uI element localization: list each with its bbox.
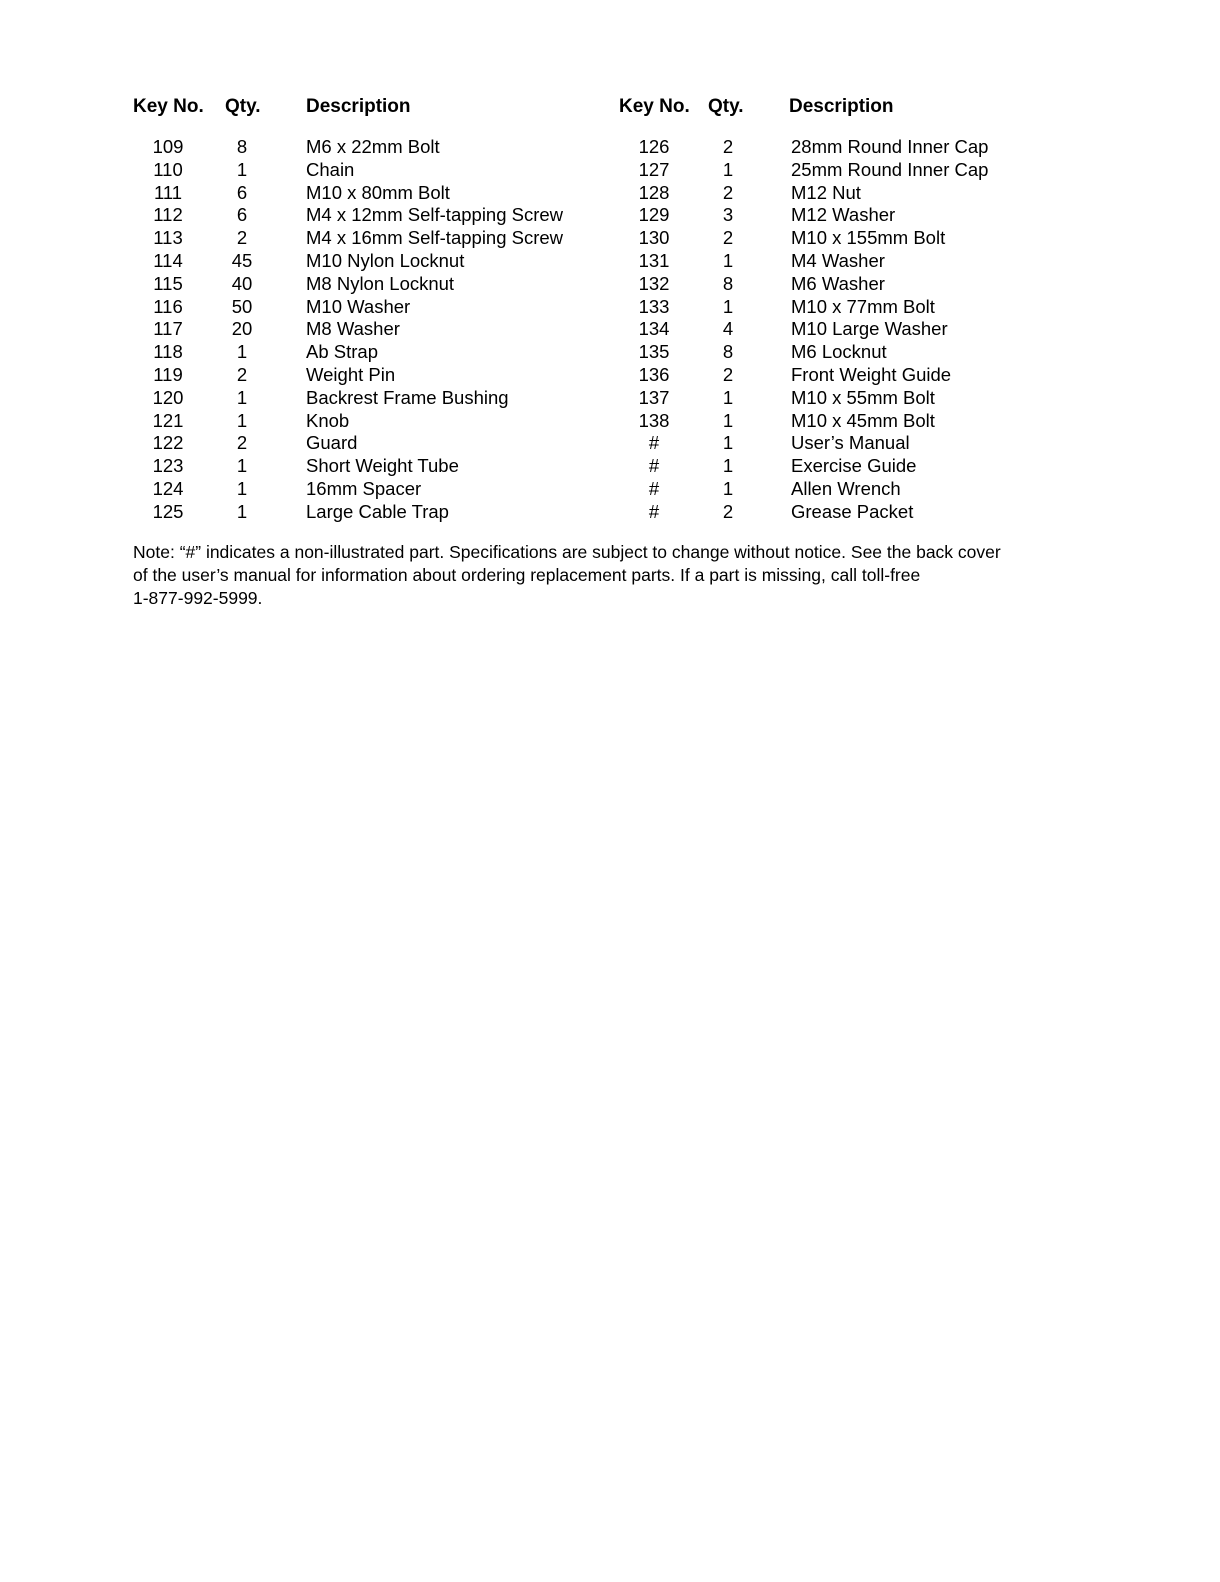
parts-rows-left: [133, 136, 603, 524]
part-description: Ab Strap: [306, 341, 378, 363]
part-qty: 20: [231, 318, 253, 340]
part-qty: 2: [722, 227, 734, 249]
part-qty: 50: [231, 295, 253, 317]
part-key-no: 116: [153, 295, 183, 317]
table-row: [619, 159, 1089, 182]
part-key-no: 109: [152, 136, 184, 157]
part-key-no: 115: [153, 272, 183, 294]
part-key-no: #: [648, 500, 660, 522]
table-row: [133, 364, 603, 387]
part-qty: 6: [236, 181, 248, 203]
part-key-no: 132: [638, 272, 670, 294]
part-description: Weight Pin: [306, 363, 396, 385]
part-key-no: 122: [152, 432, 184, 454]
note-line-3: 1-877-992-5999.: [133, 588, 263, 608]
part-description: 16mm Spacer: [306, 477, 422, 499]
part-description: M8 Nylon Locknut: [306, 272, 455, 294]
header-qty: Qty.: [708, 96, 744, 117]
part-key-no: 138: [638, 409, 670, 431]
part-description: 28mm Round Inner Cap: [791, 136, 989, 157]
part-qty: 1: [236, 409, 248, 431]
part-description: Front Weight Guide: [791, 363, 952, 385]
part-description: Allen Wrench: [791, 477, 901, 499]
part-qty: 6: [236, 204, 248, 226]
table-row: [619, 341, 1089, 364]
parts-table-right: [619, 96, 1089, 524]
part-description: Backrest Frame Bushing: [306, 386, 509, 408]
parts-note: [133, 541, 1093, 610]
part-description: Short Weight Tube: [306, 455, 459, 477]
table-row: [133, 204, 603, 227]
table-row: [133, 250, 603, 273]
part-description: M4 x 12mm Self-tapping Screw: [306, 204, 564, 226]
part-qty: 1: [236, 341, 248, 363]
part-description: User’s Manual: [791, 432, 910, 454]
part-qty: 1: [236, 386, 248, 408]
part-key-no: 120: [152, 386, 184, 408]
part-qty: 2: [236, 432, 248, 454]
table-row: [619, 250, 1089, 273]
table-row: [619, 182, 1089, 205]
table-row: [133, 455, 603, 478]
part-qty: 1: [722, 477, 734, 499]
table-row: [133, 318, 603, 341]
part-description: M10 Large Washer: [791, 318, 948, 340]
table-row: [619, 478, 1089, 501]
part-description: M12 Nut: [791, 181, 861, 203]
part-qty: 2: [722, 363, 734, 385]
part-key-no: 117: [153, 318, 183, 340]
part-qty: 2: [236, 363, 248, 385]
part-description: M10 x 80mm Bolt: [306, 181, 450, 203]
part-description: M6 Locknut: [791, 341, 887, 363]
table-row: [619, 296, 1089, 319]
part-description: M10 x 45mm Bolt: [791, 409, 935, 431]
table-row: [133, 159, 603, 182]
part-description: M6 x 22mm Bolt: [306, 136, 440, 157]
table-row: [619, 227, 1089, 250]
table-row: [133, 296, 603, 319]
part-qty: 1: [722, 249, 734, 271]
part-key-no: 121: [152, 409, 184, 431]
part-description: M10 Washer: [306, 295, 411, 317]
table-row: [133, 182, 603, 205]
part-qty: 2: [236, 227, 248, 249]
part-description: M10 x 155mm Bolt: [791, 227, 946, 249]
table-row: [133, 478, 603, 501]
part-key-no: 133: [638, 295, 670, 317]
part-qty: 2: [722, 136, 734, 157]
part-key-no: 112: [153, 204, 183, 226]
table-row: [133, 432, 603, 455]
part-qty: 1: [236, 158, 248, 180]
parts-table-left: [133, 96, 603, 524]
table-row: [133, 341, 603, 364]
part-key-no: 124: [152, 477, 184, 499]
table-row: [133, 136, 603, 159]
header-qty: Qty.: [225, 96, 261, 117]
header-description: Description: [789, 96, 894, 117]
table-row: [619, 273, 1089, 296]
table-row: [133, 501, 603, 524]
part-key-no: 137: [638, 386, 670, 408]
part-key-no: #: [648, 455, 660, 477]
part-description: M4 Washer: [791, 249, 885, 271]
part-description: M10 x 55mm Bolt: [791, 386, 935, 408]
part-qty: 8: [722, 341, 734, 363]
table-row: [619, 204, 1089, 227]
part-key-no: 134: [638, 318, 670, 340]
part-key-no: 136: [638, 363, 670, 385]
part-key-no: 127: [638, 158, 670, 180]
part-description: Guard: [306, 432, 358, 454]
table-row: [619, 364, 1089, 387]
part-key-no: 110: [153, 158, 183, 180]
part-description: Large Cable Trap: [306, 500, 449, 522]
table-header: [133, 96, 603, 122]
part-key-no: #: [648, 477, 660, 499]
part-key-no: 123: [152, 455, 184, 477]
table-row: [619, 387, 1089, 410]
part-key-no: 113: [153, 227, 183, 249]
part-description: M8 Washer: [306, 318, 400, 340]
part-description: Knob: [306, 409, 350, 431]
table-row: [133, 273, 603, 296]
part-qty: 4: [722, 318, 734, 340]
part-qty: 1: [236, 477, 248, 499]
table-row: [619, 432, 1089, 455]
part-qty: 2: [722, 500, 734, 522]
part-qty: 1: [722, 386, 734, 408]
header-description: Description: [306, 96, 411, 117]
part-key-no: 128: [638, 181, 670, 203]
part-key-no: 111: [153, 181, 183, 203]
part-description: Exercise Guide: [791, 455, 917, 477]
table-row: [619, 410, 1089, 433]
header-key-no: Key No.: [619, 96, 690, 117]
part-key-no: 114: [153, 249, 183, 271]
part-description: M10 x 77mm Bolt: [791, 295, 935, 317]
part-qty: 8: [722, 272, 734, 294]
table-row: [619, 136, 1089, 159]
part-qty: 40: [231, 272, 253, 294]
part-qty: 2: [722, 181, 734, 203]
part-description: M10 Nylon Locknut: [306, 249, 465, 271]
part-qty: 1: [722, 409, 734, 431]
part-qty: 45: [231, 249, 253, 271]
part-description: Grease Packet: [791, 500, 914, 522]
parts-rows-right: [619, 136, 1089, 524]
part-description: 25mm Round Inner Cap: [791, 158, 989, 180]
part-key-no: 129: [638, 204, 670, 226]
table-row: [133, 227, 603, 250]
part-key-no: 135: [638, 341, 670, 363]
table-row: [619, 318, 1089, 341]
part-key-no: 130: [638, 227, 670, 249]
part-qty: 1: [722, 432, 734, 454]
part-key-no: #: [648, 432, 660, 454]
part-qty: 1: [236, 500, 248, 522]
part-qty: 1: [722, 455, 734, 477]
part-description: Chain: [306, 158, 355, 180]
note-line-1: Note: “#” indicates a non-illustrated part. Specifications are subject to change without notice. See the back cover: [133, 542, 1001, 562]
part-key-no: 125: [152, 500, 184, 522]
part-key-no: 131: [638, 249, 670, 271]
part-description: M6 Washer: [791, 272, 885, 294]
table-row: [619, 455, 1089, 478]
part-description: M4 x 16mm Self-tapping Screw: [306, 227, 564, 249]
part-qty: 8: [236, 136, 248, 157]
part-qty: 1: [236, 455, 248, 477]
note-line-2: of the user’s manual for information about ordering replacement parts. If a part is missing, call toll-free: [133, 565, 921, 585]
header-key-no: Key No.: [133, 96, 204, 117]
table-header: [619, 96, 1089, 122]
part-qty: 1: [722, 295, 734, 317]
part-qty: 3: [722, 204, 734, 226]
part-key-no: 119: [153, 363, 183, 385]
table-row: [133, 410, 603, 433]
table-row: [133, 387, 603, 410]
table-row: [619, 501, 1089, 524]
part-description: M12 Washer: [791, 204, 896, 226]
part-key-no: 126: [638, 136, 670, 157]
part-qty: 1: [722, 158, 734, 180]
part-key-no: 118: [153, 341, 183, 363]
